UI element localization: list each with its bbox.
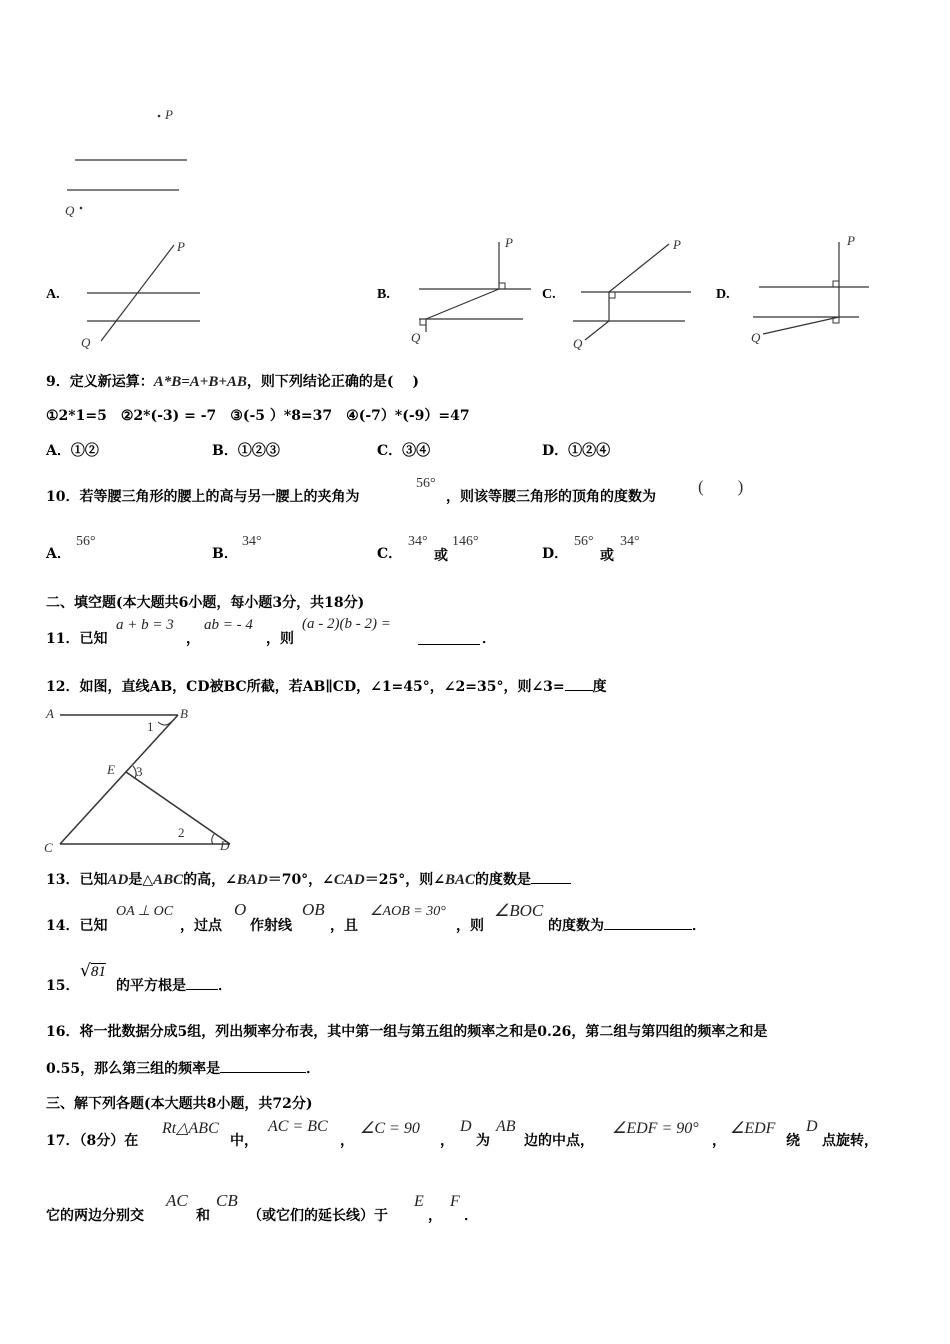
q11-expr: (a - 2)(b - 2) = — [302, 616, 391, 632]
svg-text:Q: Q — [81, 335, 91, 350]
q10-option-a-value: 56° — [76, 534, 96, 549]
q10-option-c-value2: 146° — [452, 534, 479, 549]
q14-t3: ，且 — [330, 918, 358, 934]
q14-prefix: 14．已知 — [46, 918, 108, 934]
q10-option-d-value1: 56° — [574, 534, 594, 549]
svg-text:Q: Q — [411, 330, 421, 345]
q9-option-c: C．③④ — [377, 443, 431, 459]
q9-option-d: D．①②④ — [542, 443, 611, 459]
q12-figure — [40, 700, 250, 860]
q14-answer-blank[interactable] — [604, 915, 692, 930]
q11-eq1: a + b = 3 — [116, 617, 174, 633]
q10-option-a: A． — [46, 546, 71, 562]
label-b: B — [180, 706, 188, 721]
q17-prefix: 17．（8分）在 — [46, 1133, 139, 1149]
q8-option-a-letter: A. — [46, 287, 60, 302]
q17-t3: ， — [440, 1133, 454, 1149]
q8-option-c-figure — [565, 232, 700, 354]
label-d: D — [220, 838, 230, 853]
q9-option-a: A．①② — [46, 443, 99, 459]
q10-paren: ( ) — [698, 477, 744, 496]
q17-t4: 为 — [476, 1133, 490, 1149]
q11-end: ． — [482, 631, 496, 647]
q11-mid: ，则 — [266, 631, 294, 647]
q10-option-c-or: 或 — [434, 548, 448, 564]
q15-prefix: 15． — [46, 978, 80, 994]
svg-text:Q: Q — [573, 336, 583, 351]
q11-prefix: 11．已知 — [46, 631, 108, 647]
q17-edf2: ∠EDF — [730, 1120, 776, 1137]
q10-angle: 56° — [416, 476, 436, 491]
q10-option-d: D． — [542, 546, 569, 562]
q17-t5: 边的中点， — [524, 1133, 594, 1149]
q11-sep: ， — [186, 631, 200, 647]
label-a: A — [46, 706, 54, 721]
svg-text:P: P — [673, 237, 681, 252]
q10-stem: 10．若等腰三角形的腰上的高与另一腰上的夹角为 — [46, 489, 360, 505]
q12-stem: 12．如图，直线AB，CD被BC所截，若AB∥CD，∠1=45°，∠2=35°，则∠3= 度 — [46, 676, 607, 696]
q12-answer-blank[interactable] — [565, 676, 593, 691]
q17-t2: ， — [340, 1133, 354, 1149]
q17-t8: 点旋转， — [822, 1133, 878, 1149]
q17-t7: 绕 — [786, 1133, 800, 1149]
q17-e: E — [414, 1193, 424, 1210]
q8-option-b-figure — [405, 232, 540, 354]
q14-t1: ，过点 — [180, 918, 222, 934]
q17-rt: Rt△ABC — [162, 1120, 219, 1137]
q17-angle: ∠C = 90 — [360, 1120, 420, 1137]
q17-edf: ∠EDF = 90° — [612, 1120, 699, 1137]
q16-answer-blank[interactable] — [220, 1058, 306, 1073]
q14-t5: 的度数为 ． — [548, 915, 706, 935]
q17-line2-a: 它的两边分别交 — [46, 1208, 144, 1224]
q8-option-a-figure — [75, 235, 210, 355]
q8-option-d-figure — [745, 230, 880, 352]
section-3-heading: 三、解下列各题(本大题共8小题，共72分) — [46, 1096, 313, 1112]
q17-end: ． — [464, 1208, 478, 1224]
q10-stem-b: ，则该等腰三角形的顶角的度数为 — [446, 489, 656, 505]
svg-text:P: P — [505, 235, 513, 250]
q17-f: F — [450, 1193, 460, 1210]
q8-main-figure — [55, 100, 205, 225]
q17-ab: AB — [496, 1118, 516, 1135]
q17-t6: ， — [712, 1133, 726, 1149]
q8-option-b-letter: B. — [377, 287, 390, 302]
q14-boc: ∠BOC — [494, 901, 544, 920]
q17-d: D — [460, 1118, 472, 1135]
q9-option-b: B．①②③ — [212, 443, 280, 459]
q14-ob: OB — [302, 900, 325, 919]
q10-option-c-value1: 34° — [408, 534, 428, 549]
q8-option-d-letter: D. — [716, 287, 730, 302]
q14-t4: ，则 — [456, 918, 484, 934]
q14-perp: OA ⊥ OC — [116, 904, 174, 919]
label-q: Q — [65, 203, 75, 218]
label-1: 1 — [147, 719, 154, 734]
q17-ac: AC — [166, 1191, 188, 1210]
q17-line2-b: 和 — [196, 1208, 210, 1224]
q13-answer-blank[interactable] — [531, 869, 571, 884]
svg-text:Q: Q — [751, 330, 761, 345]
label-3: 3 — [136, 764, 143, 779]
q17-comma: ， — [428, 1208, 442, 1224]
q15-answer-blank[interactable] — [186, 975, 218, 990]
q11-answer-blank[interactable] — [418, 630, 480, 645]
q10-option-d-or: 或 — [600, 548, 614, 564]
q14-aob: ∠AOB = 30° — [370, 904, 446, 919]
q17-cb: CB — [216, 1191, 238, 1210]
label-e: E — [107, 762, 115, 777]
q9-statements: ①2*1=5 ②2*(-3) = -7 ③(-5 ）*8=37 ④(-7）*(-9）=47 — [46, 408, 470, 424]
q17-d2: D — [806, 1118, 818, 1135]
q8-option-c-letter: C. — [542, 287, 556, 302]
label-2: 2 — [178, 825, 185, 840]
svg-text:P: P — [177, 239, 185, 254]
q11-eq2: ab = - 4 — [204, 617, 253, 633]
q14-t2: 作射线 — [250, 918, 292, 934]
q10-option-d-value2: 34° — [620, 534, 640, 549]
q17-eq1: AC = BC — [268, 1118, 328, 1135]
q17-line2-c: （或它们的延长线）于 — [248, 1208, 388, 1224]
q10-option-c: C． — [377, 546, 403, 562]
q16-line1: 16．将一批数据分成5组，列出频率分布表，其中第一组与第五组的频率之和是0.26，第二组与第四组的频率之和是 — [46, 1024, 768, 1040]
section-2-heading: 二、填空题(本大题共6小题，每小题3分，共18分) — [46, 595, 365, 611]
q16-line2: 0.55，那么第三组的频率是 ． — [46, 1058, 320, 1078]
q14-o: O — [234, 900, 247, 919]
q15-radical: √81 — [80, 961, 106, 981]
label-p: P — [165, 107, 173, 122]
svg-text:P: P — [847, 233, 855, 248]
q9-stem: 9．定义新运算：A*B=A+B+AB，则下列结论正确的是( ) — [46, 374, 420, 390]
label-c: C — [44, 840, 53, 855]
q10-option-b-value: 34° — [242, 534, 262, 549]
q13-stem: 13．已知AD是△ABC的高，∠BAD＝70°，∠CAD＝25°，则∠BAC的度数是 — [46, 869, 571, 889]
q10-option-b: B． — [212, 546, 238, 562]
q15-suffix: 的平方根是 ． — [116, 975, 232, 995]
q17-t1: 中， — [230, 1133, 258, 1149]
